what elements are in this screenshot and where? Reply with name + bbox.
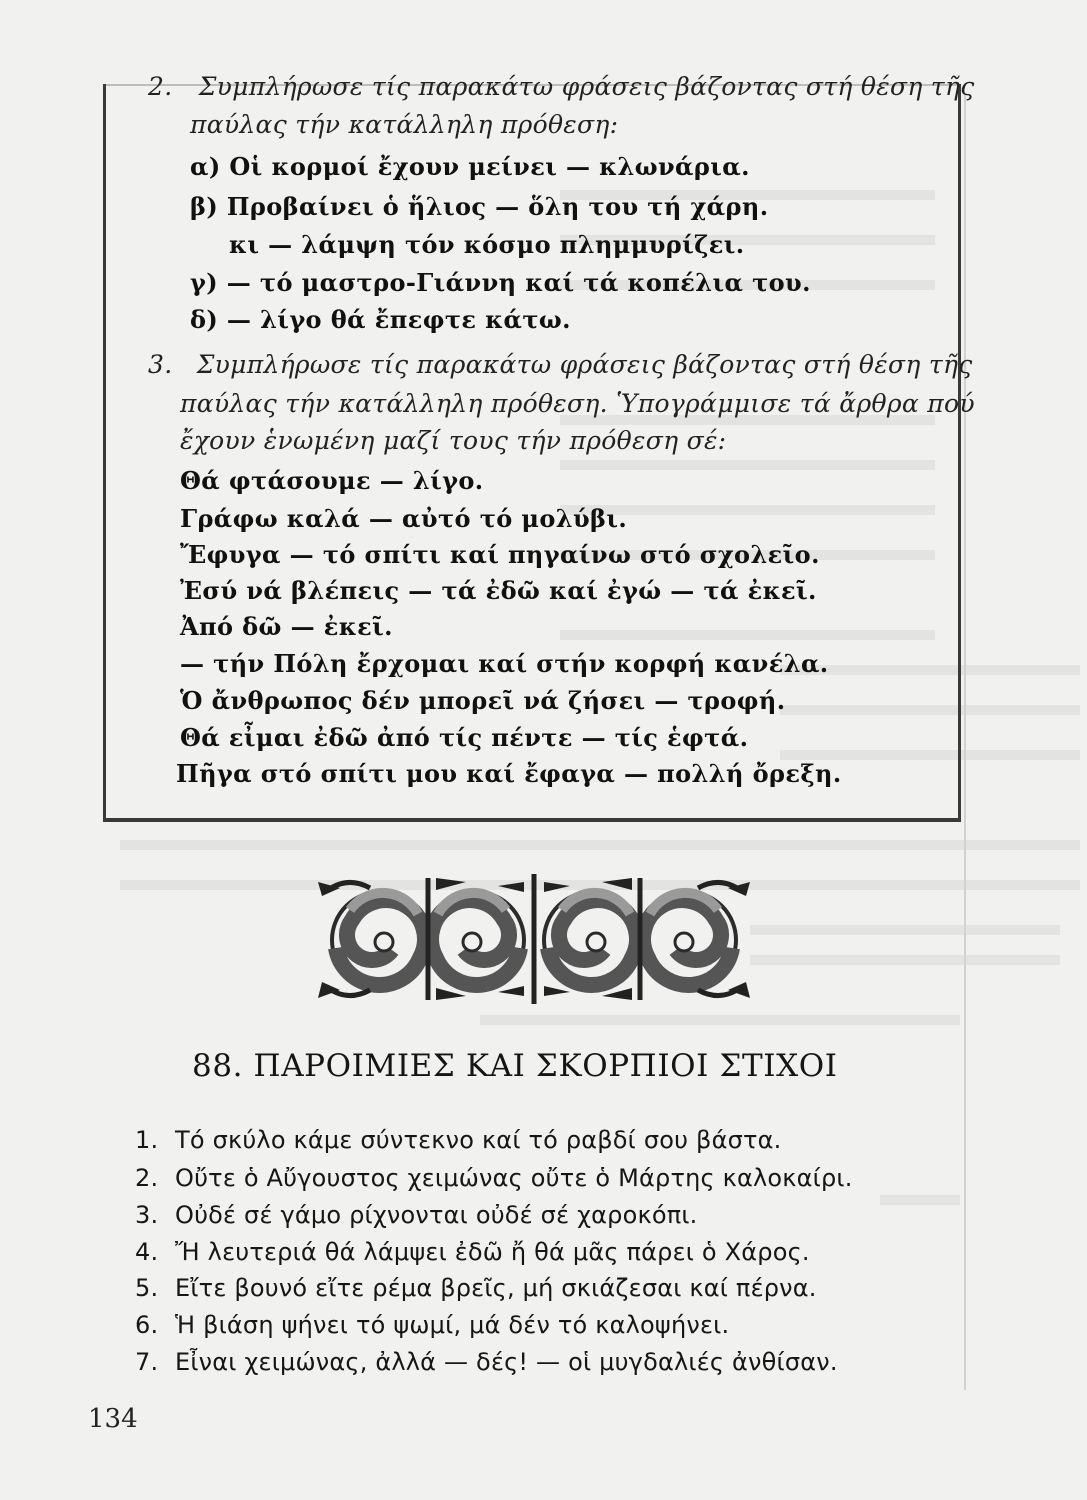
exercise-3-sentence: Θά φτάσουμε — λίγο. [180,466,484,495]
exercise-3-sentence: Θά εἶμαι ἐδῶ ἀπό τίς πέντε — τίς ἑφτά. [180,723,749,752]
proverb-item: 4. Ἤ λευτεριά θά λάμψει ἐδῶ ἤ θά μᾶς πάρει ὁ Χάρος. [135,1238,810,1266]
exercise-3-sentence: Πῆγα στό σπίτι μου καί ἔφαγα — πολλή ὄρεξη. [176,759,842,788]
exercise-2-item-d: δ) — λίγο θά ἔπεφτε κάτω. [190,305,571,334]
exercise-3-sentence: Ἔφυγα — τό σπίτι καί πηγαίνω στό σχολεῖο. [180,540,820,569]
proverb-item: 6. Ἡ βιάση ψήνει τό ψωμί, μά δέν τό καλοψήνει. [135,1311,730,1339]
proverb-item: 3. Οὐδέ σέ γάμο ρίχνονται οὐδέ σέ χαροκόπι. [135,1201,698,1229]
exercise-2-item-b-cont: κι — λάμψη τόν κόσμο πλημμυρίζει. [229,230,745,259]
proverb-item: 1. Τό σκύλο κάμε σύντεκνο καί τό ραβδί σου βάστα. [135,1126,782,1154]
exercise-3-sentence: Ὁ ἄνθρωπος δέν μπορεῖ νά ζήσει — τροφή. [180,686,786,715]
exercise-3-instruction-cont-2: ἔχουν ἑνωμένη μαζί τους τήν πρόθεση σέ: [180,426,727,455]
proverb-item: 2. Οὔτε ὁ Αὔγουστος χειμώνας οὔτε ὁ Μάρτης καλοκαίρι. [135,1164,853,1192]
section-title: 88. ΠΑΡΟΙΜΙΕΣ ΚΑΙ ΣΚΟΡΠΙΟΙ ΣΤΙΧΟΙ [192,1048,838,1084]
exercise-2-item-b: β) Προβαίνει ὁ ἥλιος — ὅλη του τή χάρη. [190,192,769,221]
exercise-3-number: 3. [148,350,173,379]
exercise-2-instruction-cont: παύλας τήν κατάλληλη πρόθεση: [190,110,619,139]
exercise-2-item-a: α) Οἱ κορμοί ἔχουν μείνει — κλωνάρια. [190,152,750,181]
page-number: 134 [88,1404,138,1434]
exercise-3-sentence: Ἐσύ νά βλέπεις — τά ἐδῶ καί ἐγώ — τά ἐκεῖ. [180,576,817,605]
exercise-2-number: 2. [148,72,173,101]
exercise-3-instruction-cont-1: παύλας τήν κατάλληλη πρόθεση. Ὑπογράμμισε τά ἄρθρα πού [180,389,975,418]
decorative-ornament-icon [318,868,750,1010]
exercise-3-sentence: — τήν Πόλη ἔρχομαι καί στήν κορφή κανέλα. [180,649,829,678]
exercise-2-instruction: 2. Συμπλήρωσε τίς παρακάτω φράσεις βάζοντας στή θέση τῆς [148,72,975,101]
proverb-item: 7. Εἶναι χειμώνας, ἀλλά — δές! — οἱ μυγδαλιές ἀνθίσαν. [135,1348,838,1376]
exercise-2-item-c: γ) — τό μαστρο-Γιάννη καί τά κοπέλια του. [190,268,811,297]
exercise-3-sentence: Γράφω καλά — αὐτό τό μολύβι. [180,504,628,533]
exercise-3-sentence: Ἀπό δῶ — ἐκεῖ. [180,612,393,641]
proverb-item: 5. Εἴτε βουνό εἴτε ρέμα βρεῖς, μή σκιάζεσαι καί πέρνα. [135,1274,817,1302]
exercise-3-instruction: 3. Συμπλήρωσε τίς παρακάτω φράσεις βάζοντας στή θέση τῆς [148,350,973,379]
